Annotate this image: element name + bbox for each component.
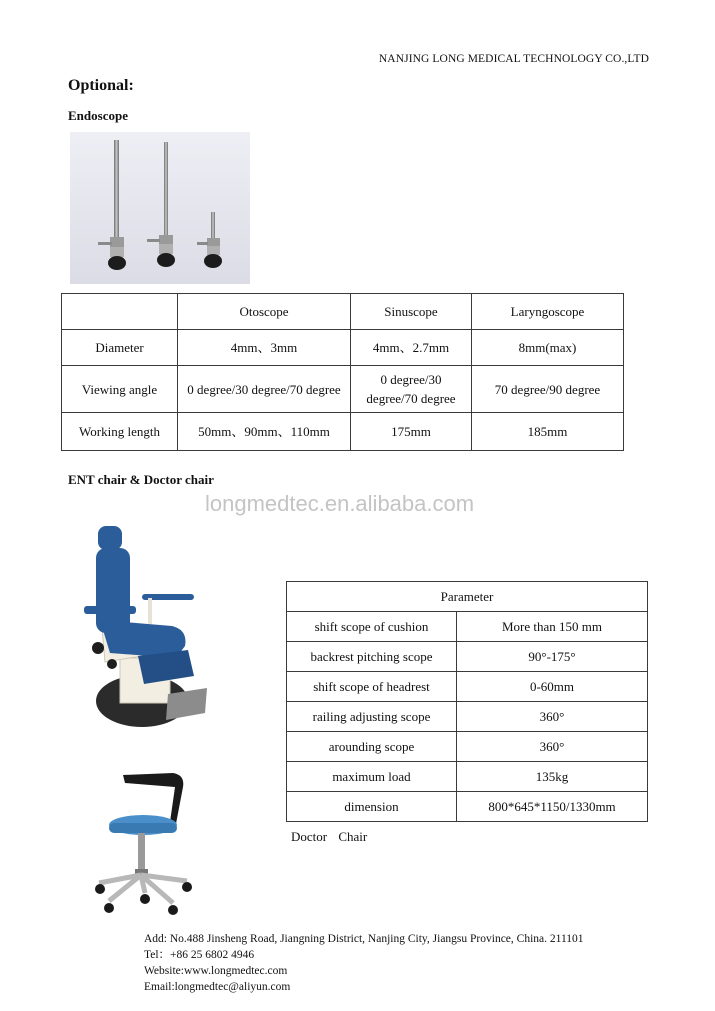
table-row	[62, 366, 624, 413]
table-cell: More than 150 mm	[457, 612, 648, 642]
footer-address: Add: No.488 Jinsheng Road, Jiangning District, Nanjing City, Jiangsu Province, China. 211101	[144, 933, 584, 945]
table-cell: 90°-175°	[457, 642, 648, 672]
column-header-laryngoscope: Laryngoscope	[472, 294, 624, 330]
doctor-chair-caption: Doctor Chair	[291, 829, 368, 844]
parameter-table	[286, 581, 648, 822]
table-cell: shift scope of cushion	[287, 612, 457, 642]
watermark: longmedtec.en.alibaba.com	[205, 491, 475, 516]
column-header-otoscope: Otoscope	[178, 294, 351, 330]
table-cell: 360°	[457, 732, 648, 762]
table-row	[62, 330, 624, 366]
table-row	[287, 732, 648, 762]
table-cell: 175mm	[351, 413, 472, 451]
doctor-chair-photo	[95, 765, 200, 920]
table-row	[287, 792, 648, 822]
parameter-title: Parameter	[287, 582, 648, 612]
table-row	[287, 762, 648, 792]
row-label-viewing-angle: Viewing angle	[62, 366, 178, 413]
table-cell	[62, 294, 178, 330]
table-cell: 4mm、3mm	[178, 330, 351, 366]
ent-chair-photo	[80, 508, 210, 733]
endoscope-heading: Endoscope	[68, 108, 128, 123]
footer-email: Email:longmedtec@aliyun.com	[144, 981, 291, 993]
table-row	[287, 582, 648, 612]
section-title: Optional:	[68, 77, 134, 94]
table-row	[287, 702, 648, 732]
footer-tel: Tel：+86 25 6802 4946	[144, 949, 255, 961]
table-row	[62, 294, 624, 330]
table-cell: 0-60mm	[457, 672, 648, 702]
table-cell: 185mm	[472, 413, 624, 451]
endoscope-photo	[70, 132, 250, 284]
table-cell: dimension	[287, 792, 457, 822]
table-row	[287, 642, 648, 672]
table-cell: 4mm、2.7mm	[351, 330, 472, 366]
table-cell: 0 degree/30 degree/70 degree	[178, 366, 351, 413]
table-cell: arounding scope	[287, 732, 457, 762]
table-cell: 360°	[457, 702, 648, 732]
footer-contact	[144, 931, 584, 995]
table-cell: 0 degree/30 degree/70 degree	[351, 366, 472, 413]
table-cell: 800*645*1150/1330mm	[457, 792, 648, 822]
table-row	[62, 413, 624, 451]
row-label-working-length: Working length	[62, 413, 178, 451]
table-cell: 50mm、90mm、110mm	[178, 413, 351, 451]
company-name: NANJING LONG MEDICAL TECHNOLOGY CO.,LTD	[378, 53, 649, 65]
column-header-sinuscope: Sinuscope	[351, 294, 472, 330]
footer-website: Website:www.longmedtec.com	[144, 965, 288, 977]
table-row	[287, 672, 648, 702]
table-cell: railing adjusting scope	[287, 702, 457, 732]
table-cell: 135kg	[457, 762, 648, 792]
table-cell: shift scope of headrest	[287, 672, 457, 702]
endoscope-spec-table	[61, 293, 624, 451]
table-row	[287, 612, 648, 642]
table-cell: 8mm(max)	[472, 330, 624, 366]
row-label-diameter: Diameter	[62, 330, 178, 366]
table-cell: backrest pitching scope	[287, 642, 457, 672]
table-cell: 70 degree/90 degree	[472, 366, 624, 413]
chair-heading: ENT chair & Doctor chair	[68, 472, 214, 487]
table-cell: maximum load	[287, 762, 457, 792]
